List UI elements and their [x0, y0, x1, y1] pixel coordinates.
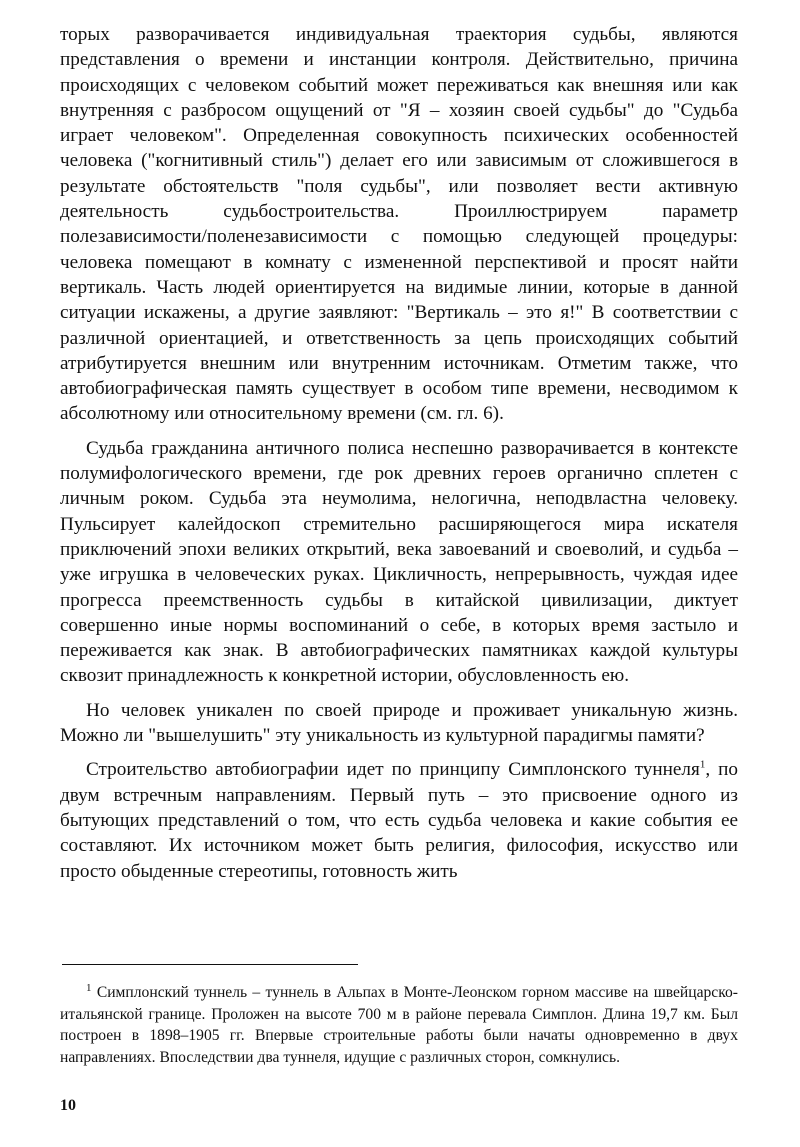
- paragraph-4-end: , по двум встречным направлениям. Первый путь – это присвоение одного из бытующих представлений о том, что есть судьба человека и какие события ее составляют. Их источником может быть религия, философия, искусство или просто обыденные стереотипы, готовность жить: [60, 759, 738, 882]
- footnote-reference[interactable]: 1: [699, 758, 706, 771]
- footnote-text: Симплонский туннель – туннель в Альпах в Монте-Леонском горном массиве на швейцарско-итальянской границе. Проложен на высоте 700 м в районе перевала Симплон. Длина 19,7 км. Был построен в 1898–1905 гг. Впервые строительные работы были начаты одновременно в двух направлениях. Впоследствии два туннеля, идущие с различных сторон, сомкнулись.: [60, 984, 738, 1066]
- paragraph-3: Но человек уникален по своей природе и проживает уникальную жизнь. Можно ли "вышелушить" эту уникальность из культурной парадигмы памяти?: [60, 699, 738, 747]
- footnote-divider: [62, 964, 358, 965]
- paragraph-4: [60, 757, 738, 883]
- page-number: 10: [60, 1097, 76, 1114]
- footnote: [60, 982, 738, 1068]
- footnote-body: [60, 982, 738, 1068]
- paragraph-1: торых разворачивается индивидуальная траектория судьбы, являются представления о времени и инстанции контроля. Действительно, причина происходящих с человеком событий может переживаться как внешняя или как внутренняя с разбросом ощущений от "Я – хозяин своей судьбы" до "Судьба играет человеком". Определенная совокупность психических особенностей человека ("когнитивный стиль") делает его или зависимым от сложившегося в результате обстоятельств "поля судьбы", или позволяет вести активную деятельность судьбостроительства. Проиллюстрируем параметр полезависимости/поленезависимости с помощью следующей процедуры: человека помещают в комнату с измененной перспективой и просят найти вертикаль. Часть людей ориентируется на видимые линии, которые в данной ситуации искажены, а другие заявляют: "Вертикаль – это я!" В соответствии с различной ориентацией, и ответственность за цепь происходящих событий атрибутируется внешним или внутренним источникам. Отметим также, что автобиографическая память существует в особом типе времени, несводимом к абсолютному или относительному времени (см. гл. 6).: [60, 24, 738, 425]
- paragraph-4-start: Строительство автобиографии идет по принципу Симплонского туннеля: [86, 759, 700, 781]
- footnote-mark: 1: [86, 981, 92, 994]
- main-text: [60, 22, 738, 884]
- paragraph-2: Судьба гражданина античного полиса неспешно разворачивается в контексте полумифологического времени, где рок древних героев органично сплетен с личным роком. Судьба эта неумолима, нелогична, неподвластна человеку. Пульсирует калейдоскоп стремительно расширяющегося мира искателя приключений эпохи великих открытий, века завоеваний и своеволий, и судьба – уже игрушка в человеческих руках. Цикличность, непрерывность, чуждая идее прогресса преемственность судьбы в китайской цивилизации, диктует совершенно иные нормы воспоминаний о себе, в которых время застыло и переживается как знак. В автобиографических памятниках каждой культуры сквозит принадлежность к конкретной истории, обусловленность ею.: [60, 437, 738, 687]
